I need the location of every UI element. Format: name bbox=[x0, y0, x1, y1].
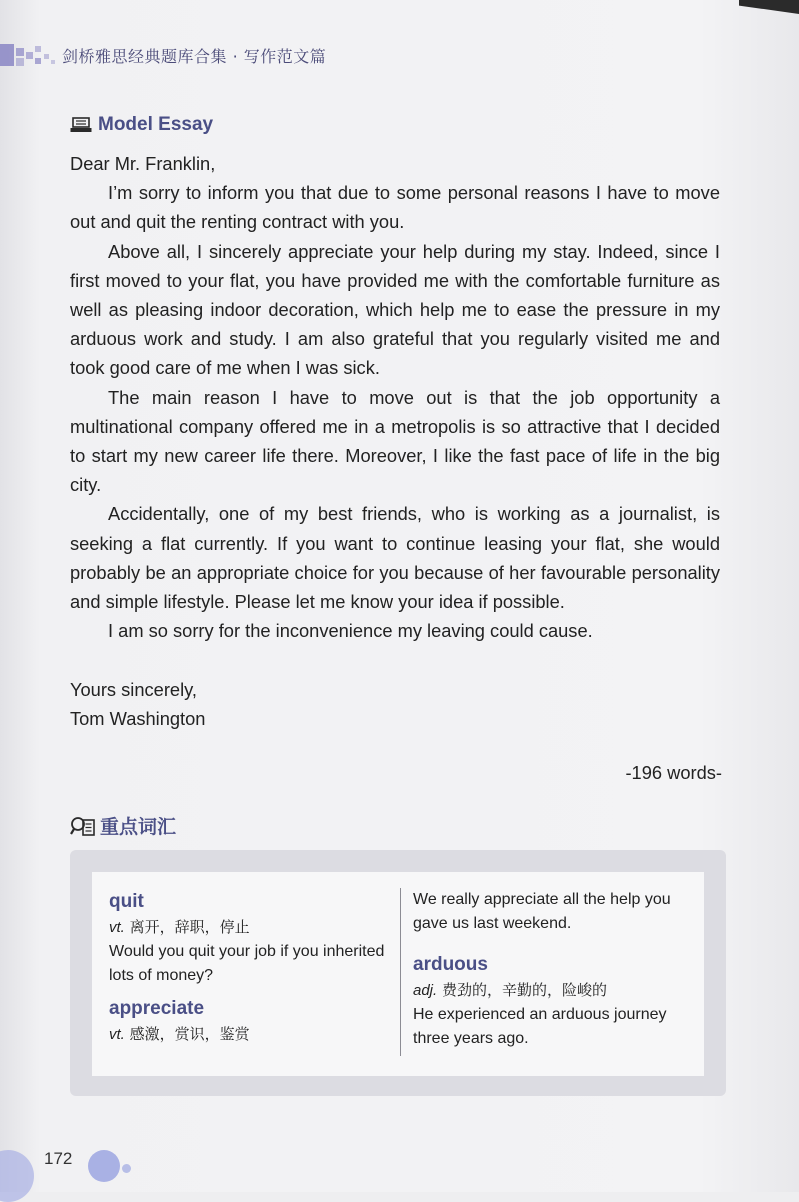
vocab-word-appreciate: appreciate bbox=[109, 998, 205, 1019]
vocab-definition-arduous bbox=[413, 978, 703, 1003]
vocab-word-arduous: arduous bbox=[413, 954, 488, 975]
vocabulary-heading bbox=[70, 812, 176, 839]
vocabulary-right-column bbox=[413, 888, 703, 1050]
model-essay-title: Model Essay bbox=[98, 114, 214, 135]
book-title: 剑桥雅思经典题库合集 · 写作范文篇 bbox=[62, 47, 327, 66]
vocabulary-title: 重点词汇 bbox=[100, 816, 177, 838]
book-icon bbox=[70, 117, 92, 133]
closing: Yours sincerely, bbox=[70, 678, 198, 700]
part-of-speech: vt. bbox=[109, 919, 125, 936]
essay-paragraph-3: The main reason I have to move out is that the job opportunity a multinational company offered me in a metropolis is so attractive that I decided to start my new career life there. Moreover, I like the fast pace of life in the big city. bbox=[70, 386, 720, 496]
footer-decoration-circle bbox=[88, 1150, 120, 1182]
page-number: 172 bbox=[44, 1149, 73, 1168]
essay-paragraph-2: Above all, I sincerely appreciate your help during my stay. Indeed, since I first moved to your flat, you have provided me with the comfortable furniture as well as pleasing indoor decoration, which help me to ease the pressure in my arduous work and study. I am also grateful that you regularly visited me and took good care of me when I was sick. bbox=[70, 240, 720, 379]
signature: Tom Washington bbox=[70, 707, 206, 729]
model-essay-heading bbox=[70, 114, 213, 136]
vocabulary-left-column bbox=[109, 888, 389, 1047]
column-divider bbox=[400, 888, 401, 1056]
vocab-example-appreciate: We really appreciate all the help you gave us last weekend. bbox=[413, 891, 671, 932]
vocab-definition-appreciate bbox=[109, 1022, 389, 1047]
essay-paragraph-4: Accidentally, one of my best friends, who is working as a journalist, is seeking a flat currently. If you want to continue leasing your flat, she would probably be an appropriate choice for you because of her favourable personality and simple lifestyle. Please let me know your idea if possible. bbox=[70, 503, 720, 613]
page-header bbox=[0, 38, 400, 72]
meaning: 费劲的，辛勤的，险峻的 bbox=[441, 981, 607, 999]
essay-body bbox=[70, 149, 720, 733]
part-of-speech: vt. bbox=[109, 1026, 125, 1043]
vocab-word-quit: quit bbox=[109, 891, 144, 912]
vocab-example-quit: Would you quit your job if you inherited lots of money? bbox=[109, 943, 385, 984]
essay-paragraph-5: I am so sorry for the inconvenience my leaving could cause. bbox=[108, 620, 593, 642]
footer-decoration-small bbox=[122, 1164, 131, 1173]
essay-paragraph-1: I’m sorry to inform you that due to some personal reasons I have to move out and quit the renting contract with you. bbox=[70, 182, 720, 233]
vocab-example-arduous: He experienced an arduous journey three years ago. bbox=[413, 1006, 667, 1047]
header-decoration bbox=[0, 42, 60, 68]
part-of-speech: adj. bbox=[413, 982, 438, 999]
meaning: 离开，辞职，停止 bbox=[129, 918, 250, 936]
salutation: Dear Mr. Franklin, bbox=[70, 153, 216, 174]
meaning: 感激，赏识，鉴赏 bbox=[129, 1025, 250, 1043]
vocab-definition-quit bbox=[109, 915, 389, 940]
word-count: -196 words- bbox=[625, 762, 722, 783]
magnifier-book-icon bbox=[70, 815, 96, 837]
